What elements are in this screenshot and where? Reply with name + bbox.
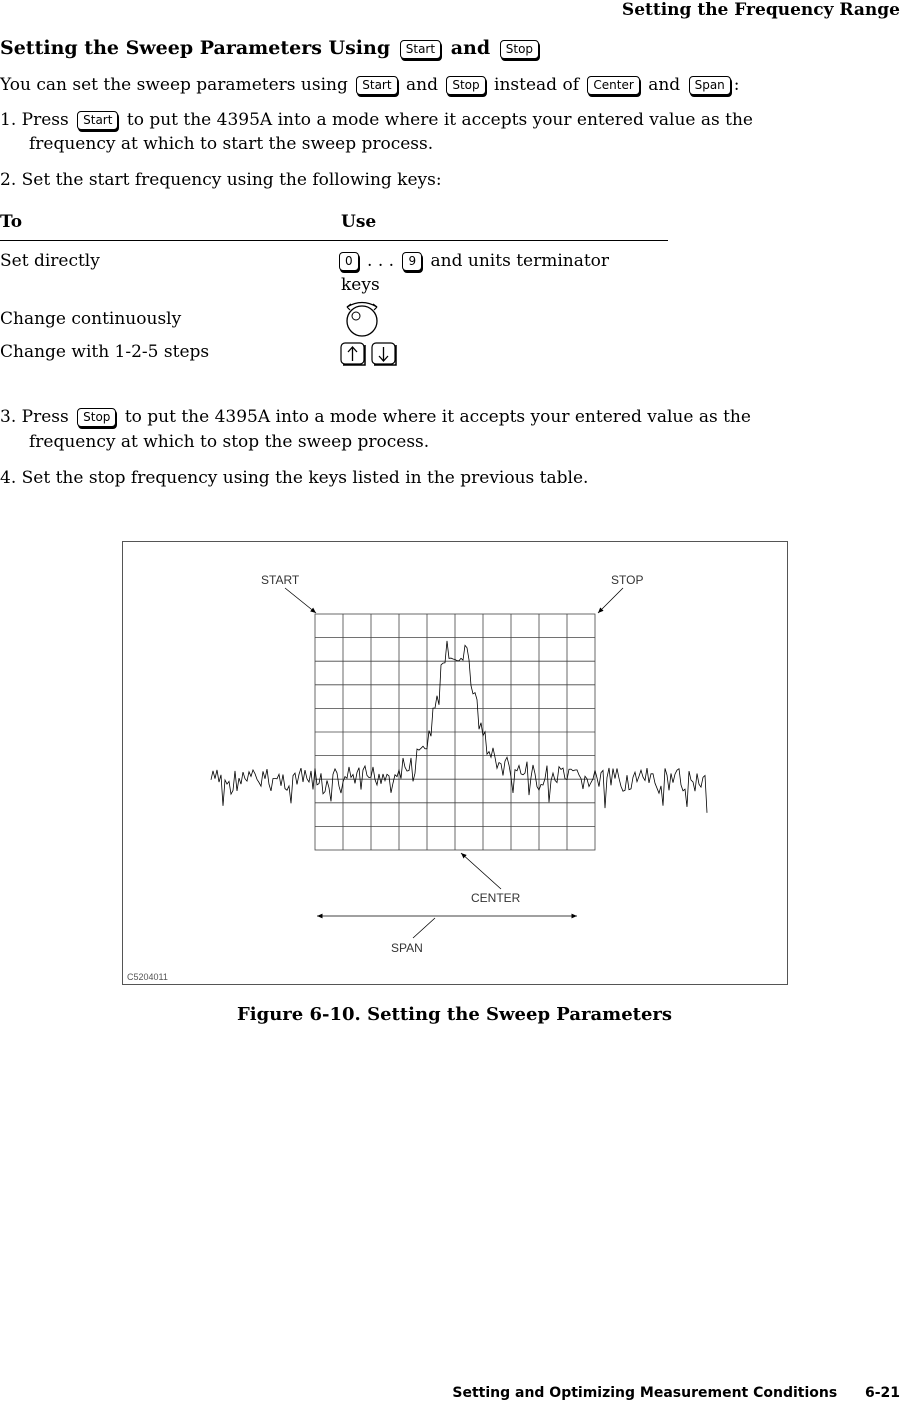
start-key: Start <box>77 111 118 130</box>
table-row-to: Change with 1-2-5 steps <box>0 342 210 362</box>
step-number: 1. <box>0 110 17 130</box>
intro-text-5: : <box>733 75 740 95</box>
start-key: Start <box>356 76 397 95</box>
running-header: Setting the Frequency Range <box>621 0 900 20</box>
step-2 <box>0 170 442 190</box>
table-row-to: Change continuously <box>0 309 182 329</box>
step-text: Press <box>21 110 69 130</box>
step-3 <box>0 407 751 427</box>
digit-0-key: 0 <box>339 252 359 271</box>
intro-text-1: You can set the sweep parameters using <box>0 75 348 95</box>
sweep-parameters-diagram <box>123 542 787 984</box>
start-key: Start <box>400 40 441 59</box>
ellipsis: . . . <box>367 251 395 271</box>
stop-key: Stop <box>77 408 116 427</box>
step-text: to put the 4395A into a mode where it accepts your entered value as the <box>126 110 753 130</box>
rotary-knob-icon <box>340 299 384 339</box>
page-footer <box>452 1385 900 1401</box>
intro-paragraph <box>0 75 740 95</box>
spectrum-trace <box>211 641 707 813</box>
step-up-down-keys-icon <box>340 342 400 368</box>
heading-text: Setting the Sweep Parameters Using <box>0 37 391 59</box>
step-1 <box>0 110 753 130</box>
step-1-line-2: frequency at which to start the sweep process. <box>29 134 434 154</box>
step-3-line-2: frequency at which to stop the sweep process. <box>29 432 430 452</box>
table-row-use-line-2: keys <box>341 275 380 295</box>
step-text: Set the stop frequency using the keys listed in the previous table. <box>21 468 589 488</box>
start-arrow <box>285 588 316 613</box>
page-number: 6-21 <box>864 1385 900 1401</box>
step-number: 4. <box>0 468 17 488</box>
display-grid <box>315 614 595 850</box>
step-text: Set the start frequency using the following keys: <box>21 170 442 190</box>
span-key: Span <box>689 76 731 95</box>
stop-key: Stop <box>446 76 485 95</box>
start-label: START <box>261 573 300 587</box>
intro-text-3: instead of <box>494 75 579 95</box>
heading-and: and <box>450 37 491 59</box>
section-heading <box>0 37 542 59</box>
stop-key: Stop <box>500 40 539 59</box>
step-number: 2. <box>0 170 17 190</box>
step-text: to put the 4395A into a mode where it accepts your entered value as the <box>124 407 751 427</box>
intro-text-4: and <box>648 75 681 95</box>
center-key: Center <box>587 76 639 95</box>
stop-label: STOP <box>611 573 644 587</box>
figure-frame <box>122 541 788 985</box>
table-row-use <box>339 251 609 271</box>
digit-9-key: 9 <box>402 252 422 271</box>
table-rule <box>0 240 668 241</box>
step-4 <box>0 468 588 488</box>
figure-caption: Figure 6-10. Setting the Sweep Parameters <box>237 1004 673 1025</box>
step-number: 3. <box>0 407 17 427</box>
intro-text-2: and <box>405 75 438 95</box>
span-label: SPAN <box>391 941 423 955</box>
table-row-to: Set directly <box>0 251 100 271</box>
step-text: Press <box>21 407 69 427</box>
footer-chapter-title: Setting and Optimizing Measurement Conditions <box>452 1385 838 1401</box>
table-header-to: To <box>0 212 23 232</box>
span-leader <box>413 918 435 938</box>
table-header-use: Use <box>341 212 377 232</box>
use-text: and units terminator <box>430 251 610 271</box>
center-arrow <box>461 853 501 889</box>
center-label: CENTER <box>471 891 521 905</box>
stop-arrow <box>598 588 623 613</box>
figure-code: C5204011 <box>127 972 168 982</box>
